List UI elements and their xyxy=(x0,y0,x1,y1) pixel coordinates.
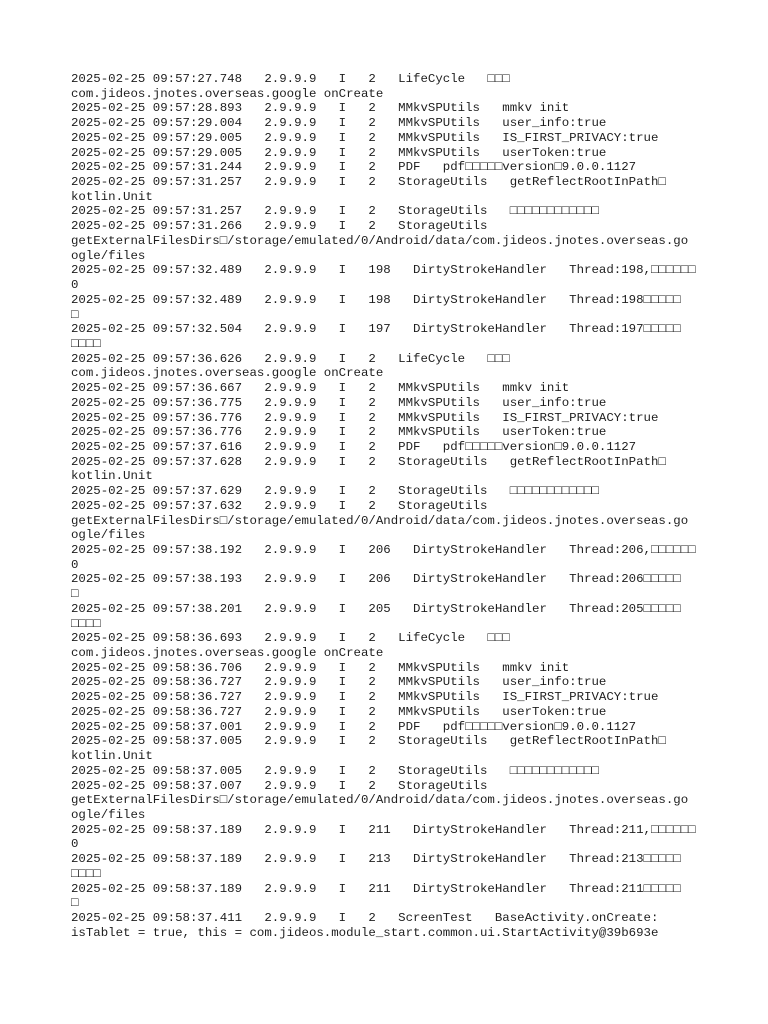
log-line: □ xyxy=(71,896,79,911)
log-line: 2025-02-25 09:57:38.192 2.9.9.9 I 206 DirtyStrokeHandler Thread:206,□□□□□□ xyxy=(71,543,696,557)
log-line: 2025-02-25 09:57:38.193 2.9.9.9 I 206 DirtyStrokeHandler Thread:206□□□□□ xyxy=(71,572,681,587)
log-line: kotlin.Unit xyxy=(71,749,153,764)
log-line: com.jideos.jnotes.overseas.google onCreate xyxy=(71,366,384,381)
log-line: ogle/files xyxy=(71,807,146,822)
log-line: 2025-02-25 09:57:36.776 2.9.9.9 I 2 MMkvSPUtils userToken:true xyxy=(71,425,607,440)
log-line: 2025-02-25 09:58:37.189 2.9.9.9 I 211 DirtyStrokeHandler Thread:211,□□□□□□ xyxy=(71,822,696,837)
log-line: 2025-02-25 09:58:36.727 2.9.9.9 I 2 MMkvSPUtils IS_FIRST_PRIVACY:true xyxy=(71,690,659,705)
log-line: kotlin.Unit xyxy=(71,189,153,204)
log-line: 2025-02-25 09:58:37.005 2.9.9.9 I 2 StorageUtils □□□□□□□□□□□□ xyxy=(71,763,599,778)
log-line: 2025-02-25 09:58:36.693 2.9.9.9 I 2 LifeCycle □□□ xyxy=(71,631,510,646)
log-line: 2025-02-25 09:57:31.244 2.9.9.9 I 2 PDF pdf□□□□□version□9.0.0.1127 xyxy=(71,160,637,175)
log-line: 2025-02-25 09:57:32.504 2.9.9.9 I 197 DirtyStrokeHandler Thread:197□□□□□ xyxy=(71,322,681,337)
log-line: getExternalFilesDirs□/storage/emulated/0/Android/data/com.jideos.jnotes.overseas.go xyxy=(71,513,689,528)
log-line: 0 xyxy=(71,837,79,852)
log-line: 2025-02-25 09:57:36.776 2.9.9.9 I 2 MMkvSPUtils IS_FIRST_PRIVACY:true xyxy=(71,410,659,425)
log-line: □□□□ xyxy=(71,616,101,631)
log-line: 2025-02-25 09:58:37.001 2.9.9.9 I 2 PDF pdf□□□□□version□9.0.0.1127 xyxy=(71,719,637,734)
log-line: com.jideos.jnotes.overseas.google onCreate xyxy=(71,646,384,661)
log-line: ogle/files xyxy=(71,248,146,263)
log-line: 2025-02-25 09:57:37.632 2.9.9.9 I 2 StorageUtils xyxy=(71,498,488,513)
log-line: ogle/files xyxy=(71,528,146,543)
log-line: 2025-02-25 09:57:37.616 2.9.9.9 I 2 PDF pdf□□□□□version□9.0.0.1127 xyxy=(71,439,637,454)
log-line: 2025-02-25 09:57:27.748 2.9.9.9 I 2 LifeCycle □□□ xyxy=(71,72,510,86)
log-line: □ xyxy=(71,307,79,322)
log-line: 2025-02-25 09:57:37.628 2.9.9.9 I 2 StorageUtils getReflectRootInPath□ xyxy=(71,454,666,469)
log-line: kotlin.Unit xyxy=(71,469,153,484)
log-text-block xyxy=(71,72,711,940)
log-line: 2025-02-25 09:58:37.189 2.9.9.9 I 213 DirtyStrokeHandler Thread:213□□□□□ xyxy=(71,852,681,867)
log-line: □□□□ xyxy=(71,866,101,881)
log-line: 2025-02-25 09:57:32.489 2.9.9.9 I 198 DirtyStrokeHandler Thread:198,□□□□□□ xyxy=(71,263,696,278)
log-line: 2025-02-25 09:58:36.727 2.9.9.9 I 2 MMkvSPUtils userToken:true xyxy=(71,704,607,719)
log-line: com.jideos.jnotes.overseas.google onCreate xyxy=(71,86,384,101)
log-line: 2025-02-25 09:58:36.706 2.9.9.9 I 2 MMkvSPUtils mmkv init xyxy=(71,660,570,675)
log-line: 2025-02-25 09:57:31.257 2.9.9.9 I 2 StorageUtils getReflectRootInPath□ xyxy=(71,175,666,190)
log-line: 2025-02-25 09:57:36.626 2.9.9.9 I 2 LifeCycle □□□ xyxy=(71,351,510,366)
log-line: 0 xyxy=(71,278,79,293)
log-line: getExternalFilesDirs□/storage/emulated/0/Android/data/com.jideos.jnotes.overseas.go xyxy=(71,233,689,248)
log-line: 2025-02-25 09:57:36.775 2.9.9.9 I 2 MMkvSPUtils user_info:true xyxy=(71,395,607,410)
log-line: 2025-02-25 09:57:31.266 2.9.9.9 I 2 StorageUtils xyxy=(71,219,488,234)
log-line: 2025-02-25 09:57:36.667 2.9.9.9 I 2 MMkvSPUtils mmkv init xyxy=(71,381,570,396)
log-line: 2025-02-25 09:57:29.005 2.9.9.9 I 2 MMkvSPUtils IS_FIRST_PRIVACY:true xyxy=(71,130,659,145)
log-line: 2025-02-25 09:57:37.629 2.9.9.9 I 2 StorageUtils □□□□□□□□□□□□ xyxy=(71,484,599,499)
log-line: 2025-02-25 09:57:32.489 2.9.9.9 I 198 DirtyStrokeHandler Thread:198□□□□□ xyxy=(71,292,681,307)
log-line: 2025-02-25 09:57:29.005 2.9.9.9 I 2 MMkvSPUtils userToken:true xyxy=(71,145,607,160)
log-line: 2025-02-25 09:58:37.007 2.9.9.9 I 2 StorageUtils xyxy=(71,778,488,793)
log-line: 2025-02-25 09:58:36.727 2.9.9.9 I 2 MMkvSPUtils user_info:true xyxy=(71,675,607,690)
log-line: □□□□ xyxy=(71,336,101,351)
log-line: 2025-02-25 09:58:37.411 2.9.9.9 I 2 ScreenTest BaseActivity.onCreate: xyxy=(71,910,659,925)
log-line: □ xyxy=(71,587,79,602)
log-line: 0 xyxy=(71,557,79,572)
log-line: 2025-02-25 09:58:37.005 2.9.9.9 I 2 StorageUtils getReflectRootInPath□ xyxy=(71,734,666,749)
log-line: 2025-02-25 09:57:29.004 2.9.9.9 I 2 MMkvSPUtils user_info:true xyxy=(71,116,607,131)
log-line: 2025-02-25 09:57:28.893 2.9.9.9 I 2 MMkvSPUtils mmkv init xyxy=(71,101,570,116)
log-line: 2025-02-25 09:57:31.257 2.9.9.9 I 2 StorageUtils □□□□□□□□□□□□ xyxy=(71,204,599,219)
log-line: isTablet = true, this = com.jideos.module_start.common.ui.StartActivity@39b693e xyxy=(71,925,659,940)
log-line: 2025-02-25 09:58:37.189 2.9.9.9 I 211 DirtyStrokeHandler Thread:211□□□□□ xyxy=(71,881,681,896)
log-line: 2025-02-25 09:57:38.201 2.9.9.9 I 205 DirtyStrokeHandler Thread:205□□□□□ xyxy=(71,601,681,616)
log-line: getExternalFilesDirs□/storage/emulated/0/Android/data/com.jideos.jnotes.overseas.go xyxy=(71,793,689,808)
